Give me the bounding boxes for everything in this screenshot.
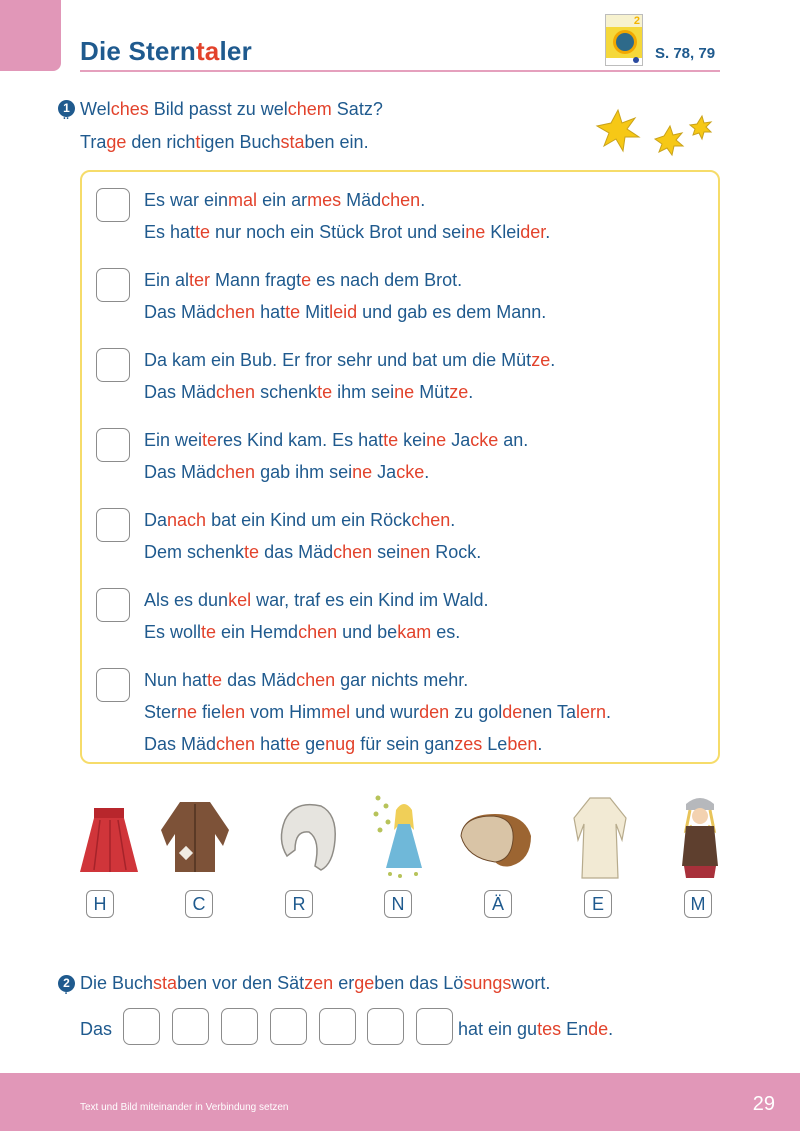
answer-suffix: hat ein gutes Ende. (458, 1019, 614, 1039)
picture-letter: R (285, 890, 313, 918)
task-2-number-icon: 2 • (58, 975, 75, 992)
task-1-instruction (80, 93, 383, 159)
story-sentences-box (80, 170, 720, 764)
answer-letter-box-5[interactable] (319, 1008, 356, 1045)
picture-letter: Ä (484, 890, 512, 918)
white-shirt-icon (560, 790, 640, 880)
picture-row (70, 790, 740, 930)
task-number: 2 (63, 976, 70, 990)
sentence-lines: Ein alter Mann fragte es nach dem Brot. Das Mädchen hatte Mitleid und gab es dem Mann. (144, 270, 547, 322)
footer-text: Text und Bild miteinander in Verbindung setzen (80, 1102, 289, 1113)
page-footer (0, 1073, 800, 1131)
answer-letter-box-3[interactable] (221, 1008, 258, 1045)
page-reference: S. 78, 79 (655, 45, 716, 62)
book-cover-icon (605, 14, 643, 66)
instruction-line-2: Trage den richtigen Buchstaben ein. (80, 132, 369, 152)
task-1-number-icon: 1 •• (58, 100, 75, 117)
sentence-lines: Nun hatte das Mädchen gar nichts mehr. Sterne fielen vom Himmel und wurden zu goldenen Talern. Das Mädchen hatte genug für sein ganzes Leben. (144, 670, 612, 754)
answer-prefix: Das (80, 1019, 113, 1039)
picture-letter: E (584, 890, 612, 918)
answer-letter-box-2[interactable] (172, 1008, 209, 1045)
bread-loaf-icon (455, 790, 535, 880)
sun-icon (616, 33, 634, 51)
sentence-lines: Danach bat ein Kind um ein Röckchen. Dem schenkte das Mädchen seinen Rock. (144, 510, 482, 562)
page-title (80, 36, 252, 67)
sentence-lines: Als es dunkel war, traf es ein Kind im Wald. Es wollte ein Hemdchen und bekam es. (144, 590, 489, 642)
title-part: ler (219, 36, 252, 66)
letter-input-box[interactable] (96, 348, 130, 382)
title-part-highlight: ta (195, 36, 220, 66)
girl-in-coat-and-cap-icon (660, 790, 740, 880)
brown-jacket-icon (155, 790, 235, 880)
answer-letter-box-4[interactable] (270, 1008, 307, 1045)
task-number: 1 (63, 101, 70, 115)
corner-tab (0, 0, 61, 71)
sentence-lines: Es war einmal ein armes Mädchen. Es hatte nur noch ein Stück Brot und seine Kleider. (144, 190, 551, 242)
book-cover-number: 2 (633, 15, 640, 27)
letter-input-box[interactable] (96, 588, 130, 622)
answer-letter-box-7[interactable] (416, 1008, 453, 1045)
answer-letter-box-1[interactable] (123, 1008, 160, 1045)
picture-letter: C (185, 890, 213, 918)
picture-letter: H (86, 890, 114, 918)
title-divider (80, 70, 720, 72)
letter-input-box[interactable] (96, 508, 130, 542)
instruction-line-1: Welches Bild passt zu welchem Satz? (80, 99, 383, 119)
girl-with-falling-coins-icon (360, 790, 440, 880)
picture-letter: M (684, 890, 712, 918)
letter-input-box[interactable] (96, 668, 130, 702)
task-2-instruction: Die Buchstaben vor den Sätzen ergeben das Lösungswort. (80, 973, 551, 993)
picture-letter: N (384, 890, 412, 918)
sentence-lines: Da kam ein Bub. Er fror sehr und bat um die Mütze. Das Mädchen schenkte ihm seine Mütze. (144, 350, 556, 402)
white-cap-icon (265, 790, 345, 880)
letter-input-box[interactable] (96, 268, 130, 302)
red-skirt-icon (70, 790, 150, 880)
stars-icon (595, 108, 720, 158)
title-part: Die Stern (80, 36, 196, 66)
page-number: 29 (752, 1093, 775, 1115)
answer-letter-box-6[interactable] (367, 1008, 404, 1045)
letter-input-box[interactable] (96, 428, 130, 462)
letter-input-box[interactable] (96, 188, 130, 222)
sentence-lines: Ein weiteres Kind kam. Es hatte keine Jacke an. Das Mädchen gab ihm seine Jacke. (144, 430, 529, 482)
